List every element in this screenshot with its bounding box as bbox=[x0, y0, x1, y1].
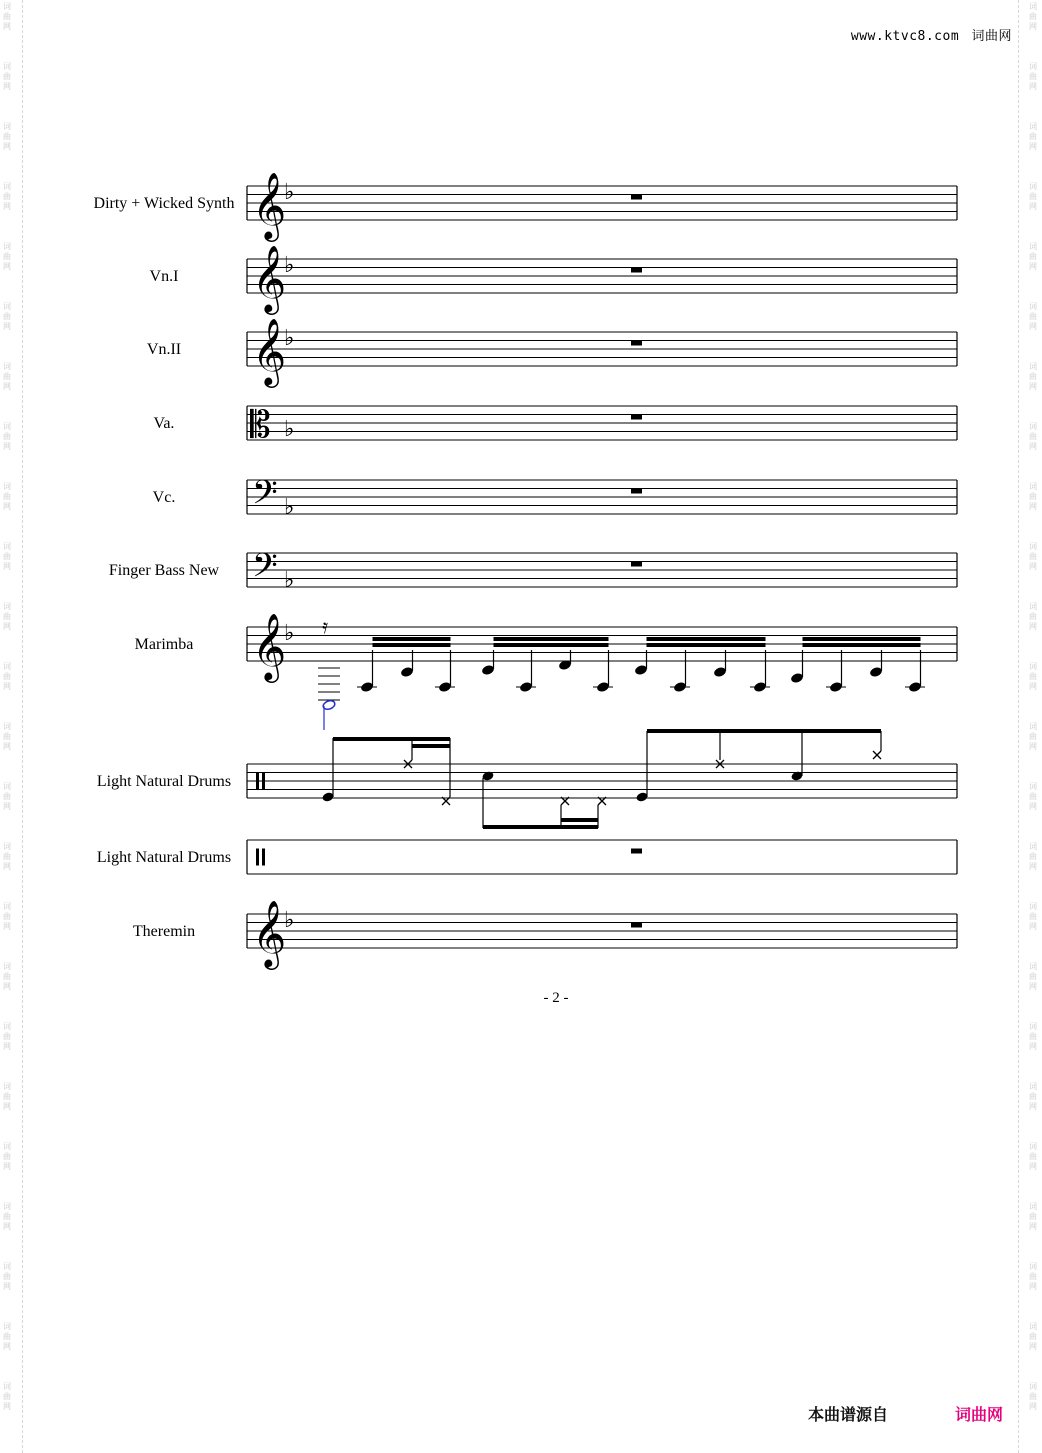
watermark-char: 网 bbox=[3, 1342, 11, 1351]
watermark-char: 网 bbox=[1029, 922, 1037, 931]
whole-rest-icon bbox=[631, 849, 642, 854]
treble-clef-icon: 𝄞 bbox=[252, 612, 287, 680]
watermark-char: 网 bbox=[1029, 1042, 1037, 1051]
watermark-char: 词 bbox=[3, 602, 11, 611]
watermark-char: 网 bbox=[3, 1102, 11, 1111]
watermark-char: 词 bbox=[3, 242, 11, 251]
beam bbox=[483, 825, 598, 829]
staff-5 bbox=[153, 474, 957, 520]
watermark-char: 词 bbox=[1029, 1262, 1037, 1271]
site-url[interactable]: www.ktvc8.com bbox=[850, 29, 960, 44]
watermark-char: 网 bbox=[3, 262, 11, 271]
watermark-char: 曲 bbox=[3, 912, 11, 921]
watermark-char: 曲 bbox=[1029, 732, 1037, 741]
watermark-char: 网 bbox=[3, 1162, 11, 1171]
instrument-name: Dirty + Wicked Synth bbox=[93, 195, 235, 212]
watermark-char: 曲 bbox=[3, 792, 11, 801]
beam bbox=[494, 637, 609, 641]
watermark-char: 词 bbox=[1029, 1082, 1037, 1091]
whole-rest-icon bbox=[631, 195, 642, 200]
watermark-char: 词 bbox=[1029, 1202, 1037, 1211]
watermark-char: 词 bbox=[1029, 122, 1037, 131]
watermark-char: 词 bbox=[1029, 182, 1037, 191]
flat-key-signature-icon: ♭ bbox=[284, 252, 295, 278]
watermark-char: 网 bbox=[3, 502, 11, 511]
watermark-char: 网 bbox=[3, 622, 11, 631]
watermark-char: 网 bbox=[3, 382, 11, 391]
watermark-char: 网 bbox=[3, 862, 11, 871]
staff-10 bbox=[133, 899, 957, 970]
watermark-char: 词 bbox=[1029, 1322, 1037, 1331]
watermark-char: 网 bbox=[3, 682, 11, 691]
watermark-char: 曲 bbox=[1029, 1032, 1037, 1041]
staff-6 bbox=[109, 547, 957, 593]
watermark-char: 曲 bbox=[3, 1332, 11, 1341]
watermark-char: 词 bbox=[1029, 722, 1037, 731]
staff-2 bbox=[150, 244, 957, 315]
site-name: 词曲网 bbox=[971, 29, 1012, 44]
footer-source-label: 本曲谱源自 bbox=[808, 1405, 889, 1424]
instrument-name: Finger Bass New bbox=[108, 562, 220, 579]
bass-clef-icon: 𝄢 bbox=[252, 474, 278, 520]
watermark-char: 网 bbox=[1029, 82, 1037, 91]
watermark-char: 曲 bbox=[1029, 372, 1037, 381]
watermark-char: 词 bbox=[3, 1082, 11, 1091]
watermark-char: 词 bbox=[1029, 62, 1037, 71]
flat-key-signature-icon: ♭ bbox=[284, 325, 295, 351]
watermark-char: 词 bbox=[3, 722, 11, 731]
watermark-char: 词 bbox=[3, 1202, 11, 1211]
flat-key-signature-icon: ♭ bbox=[284, 495, 295, 520]
watermark-char: 曲 bbox=[1029, 1152, 1037, 1161]
watermark-char: 网 bbox=[3, 742, 11, 751]
staff-9 bbox=[97, 840, 957, 874]
watermark-char: 网 bbox=[1029, 1282, 1037, 1291]
beam bbox=[647, 729, 881, 733]
watermark-char: 曲 bbox=[3, 1092, 11, 1101]
watermark-char: 词 bbox=[1029, 2, 1037, 11]
watermark-char: 曲 bbox=[3, 852, 11, 861]
whole-rest-icon bbox=[631, 489, 642, 494]
beam bbox=[647, 637, 766, 641]
watermark-char: 网 bbox=[1029, 562, 1037, 571]
watermark-char: 曲 bbox=[1029, 1332, 1037, 1341]
flat-key-signature-icon: ♭ bbox=[284, 620, 295, 646]
watermark-char: 词 bbox=[3, 422, 11, 431]
beam bbox=[803, 643, 921, 647]
flat-key-signature-icon: ♭ bbox=[284, 568, 295, 593]
watermark-char: 词 bbox=[3, 122, 11, 131]
watermark-char: 网 bbox=[1029, 622, 1037, 631]
watermark-char: 网 bbox=[1029, 1342, 1037, 1351]
staff-8 bbox=[97, 764, 957, 798]
treble-clef-icon: 𝄞 bbox=[252, 317, 287, 385]
bass-clef-icon: 𝄢 bbox=[252, 547, 278, 593]
watermark-char: 网 bbox=[3, 1042, 11, 1051]
watermark-char: 曲 bbox=[1029, 1392, 1037, 1401]
treble-clef-icon: 𝄞 bbox=[252, 171, 287, 239]
watermark-char: 词 bbox=[3, 1142, 11, 1151]
watermark-char: 网 bbox=[1029, 142, 1037, 151]
watermark-char: 曲 bbox=[3, 132, 11, 141]
percussion-clef-icon bbox=[256, 773, 259, 790]
watermark-char: 曲 bbox=[1029, 1092, 1037, 1101]
watermark-char: 曲 bbox=[1029, 72, 1037, 81]
watermark-char: 网 bbox=[3, 1402, 11, 1411]
watermark-char: 曲 bbox=[1029, 1272, 1037, 1281]
beam bbox=[494, 643, 609, 647]
watermark-char: 词 bbox=[3, 902, 11, 911]
watermark-char: 曲 bbox=[1029, 972, 1037, 981]
watermark-char: 词 bbox=[1029, 302, 1037, 311]
watermark-char: 网 bbox=[1029, 502, 1037, 511]
watermark-char: 词 bbox=[3, 482, 11, 491]
flat-key-signature-icon: ♭ bbox=[284, 179, 295, 205]
instrument-name: Vn.II bbox=[146, 341, 182, 358]
watermark-char: 网 bbox=[1029, 442, 1037, 451]
watermark-char: 曲 bbox=[1029, 552, 1037, 561]
watermark-char: 曲 bbox=[3, 552, 11, 561]
whole-rest-icon bbox=[631, 415, 642, 420]
watermark-char: 网 bbox=[3, 322, 11, 331]
watermark-char: 网 bbox=[1029, 1402, 1037, 1411]
watermark-char: 网 bbox=[3, 202, 11, 211]
page-number: - 2 - bbox=[543, 990, 569, 1006]
watermark-char: 曲 bbox=[3, 192, 11, 201]
watermark-char: 网 bbox=[1029, 262, 1037, 271]
flat-key-signature-icon: ♭ bbox=[284, 416, 295, 442]
whole-rest-icon bbox=[631, 562, 642, 567]
watermark-char: 曲 bbox=[1029, 612, 1037, 621]
instrument-name: Marimba bbox=[134, 636, 194, 653]
watermark-char: 词 bbox=[1029, 782, 1037, 791]
watermark-char: 词 bbox=[3, 782, 11, 791]
watermark-char: 网 bbox=[3, 1282, 11, 1291]
watermark-char: 词 bbox=[3, 542, 11, 551]
watermark-char: 网 bbox=[3, 562, 11, 571]
watermark-char: 网 bbox=[1029, 22, 1037, 31]
footer-brand-link[interactable]: 词曲网 bbox=[955, 1405, 1004, 1424]
watermark-char: 曲 bbox=[3, 672, 11, 681]
sixteenth-rest-icon: 𝄿 bbox=[322, 614, 329, 638]
watermark-char: 词 bbox=[3, 962, 11, 971]
watermark-char: 词 bbox=[1029, 542, 1037, 551]
whole-rest-icon bbox=[631, 341, 642, 346]
watermark-char: 曲 bbox=[3, 492, 11, 501]
watermark-char: 曲 bbox=[3, 732, 11, 741]
watermark-char: 网 bbox=[1029, 802, 1037, 811]
instrument-name: Light Natural Drums bbox=[96, 773, 232, 790]
watermark-char: 词 bbox=[3, 1382, 11, 1391]
percussion-clef-icon bbox=[262, 849, 265, 866]
watermark-char: 词 bbox=[1029, 1022, 1037, 1031]
beam bbox=[373, 637, 451, 641]
instrument-name: Vc. bbox=[152, 489, 176, 506]
staff-4 bbox=[154, 403, 957, 446]
watermark-char: 词 bbox=[1029, 242, 1037, 251]
watermark-char: 词 bbox=[1029, 1382, 1037, 1391]
watermark-char: 曲 bbox=[1029, 672, 1037, 681]
watermark-char: 曲 bbox=[3, 432, 11, 441]
whole-rest-icon bbox=[631, 268, 642, 273]
watermark-char: 曲 bbox=[3, 72, 11, 81]
watermark-char: 网 bbox=[3, 982, 11, 991]
watermark-char: 网 bbox=[1029, 1102, 1037, 1111]
beam bbox=[803, 637, 921, 641]
watermark-char: 网 bbox=[1029, 322, 1037, 331]
watermark-char: 曲 bbox=[1029, 192, 1037, 201]
staff-1 bbox=[94, 171, 957, 242]
watermark-char: 曲 bbox=[3, 1392, 11, 1401]
watermark-char: 曲 bbox=[1029, 492, 1037, 501]
watermark-char: 曲 bbox=[1029, 912, 1037, 921]
watermark-char: 词 bbox=[1029, 842, 1037, 851]
drum-notes bbox=[321, 729, 881, 829]
watermark-char: 网 bbox=[3, 442, 11, 451]
watermark-char: 网 bbox=[1029, 382, 1037, 391]
watermark-char: 曲 bbox=[1029, 432, 1037, 441]
watermark-char: 网 bbox=[3, 802, 11, 811]
watermark-char: 曲 bbox=[3, 252, 11, 261]
watermark-char: 曲 bbox=[3, 1212, 11, 1221]
watermark-char: 词 bbox=[1029, 1142, 1037, 1151]
percussion-clef-icon bbox=[262, 773, 265, 790]
watermark-char: 词 bbox=[3, 1022, 11, 1031]
watermark-char: 词 bbox=[3, 662, 11, 671]
watermark-char: 词 bbox=[3, 302, 11, 311]
watermark-char: 网 bbox=[1029, 982, 1037, 991]
watermark-char: 网 bbox=[1029, 1162, 1037, 1171]
watermark-char: 曲 bbox=[3, 1152, 11, 1161]
staff-7 bbox=[135, 612, 957, 683]
beam bbox=[647, 643, 766, 647]
watermark-char: 词 bbox=[3, 62, 11, 71]
watermark-char: 曲 bbox=[1029, 132, 1037, 141]
watermark-char: 词 bbox=[3, 362, 11, 371]
beam bbox=[373, 643, 451, 647]
watermark-char: 曲 bbox=[1029, 1212, 1037, 1221]
watermark-char: 网 bbox=[3, 82, 11, 91]
watermark-char: 曲 bbox=[3, 972, 11, 981]
watermark-char: 词 bbox=[3, 842, 11, 851]
treble-clef-icon: 𝄞 bbox=[252, 899, 287, 967]
watermark-char: 词 bbox=[1029, 602, 1037, 611]
watermark-char: 词 bbox=[3, 1262, 11, 1271]
beam bbox=[412, 744, 450, 748]
watermark-char: 曲 bbox=[3, 312, 11, 321]
watermark-char: 词 bbox=[1029, 482, 1037, 491]
watermark-char: 曲 bbox=[3, 1032, 11, 1041]
watermark-char: 词 bbox=[3, 182, 11, 191]
watermark-char: 网 bbox=[1029, 742, 1037, 751]
watermark-char: 网 bbox=[3, 22, 11, 31]
watermark-char: 词 bbox=[1029, 662, 1037, 671]
watermark-char: 曲 bbox=[1029, 312, 1037, 321]
beam bbox=[561, 818, 598, 822]
beam bbox=[333, 737, 450, 741]
alto-clef-icon: 𝄡 bbox=[250, 403, 271, 446]
watermark-char: 词 bbox=[1029, 902, 1037, 911]
watermark-char: 网 bbox=[3, 922, 11, 931]
watermark-char: 词 bbox=[1029, 362, 1037, 371]
flat-key-signature-icon: ♭ bbox=[284, 907, 295, 933]
watermark-char: 网 bbox=[1029, 202, 1037, 211]
watermark-char: 曲 bbox=[1029, 852, 1037, 861]
staff-3 bbox=[147, 317, 957, 388]
watermark-char: 曲 bbox=[3, 372, 11, 381]
watermark-char: 词 bbox=[3, 2, 11, 11]
percussion-clef-icon bbox=[256, 849, 259, 866]
whole-rest-icon bbox=[631, 923, 642, 928]
instrument-name: Vn.I bbox=[149, 268, 179, 285]
watermark-char: 曲 bbox=[1029, 252, 1037, 261]
watermark-char: 词 bbox=[1029, 962, 1037, 971]
watermark-char: 词 bbox=[1029, 422, 1037, 431]
watermark-char: 网 bbox=[3, 142, 11, 151]
watermark-char: 网 bbox=[1029, 682, 1037, 691]
instrument-name: Light Natural Drums bbox=[96, 849, 232, 866]
instrument-name: Va. bbox=[153, 415, 175, 432]
watermark-char: 曲 bbox=[3, 1272, 11, 1281]
watermark-char: 网 bbox=[3, 1222, 11, 1231]
instrument-name: Theremin bbox=[132, 923, 196, 940]
watermark-char: 曲 bbox=[1029, 12, 1037, 21]
watermark-char: 网 bbox=[1029, 1222, 1037, 1231]
watermark-char: 网 bbox=[1029, 862, 1037, 871]
marimba-notes bbox=[318, 614, 925, 730]
watermark-char: 曲 bbox=[3, 12, 11, 21]
watermark-char: 曲 bbox=[1029, 792, 1037, 801]
treble-clef-icon: 𝄞 bbox=[252, 244, 287, 312]
watermark-char: 词 bbox=[3, 1322, 11, 1331]
watermark-char: 曲 bbox=[3, 612, 11, 621]
